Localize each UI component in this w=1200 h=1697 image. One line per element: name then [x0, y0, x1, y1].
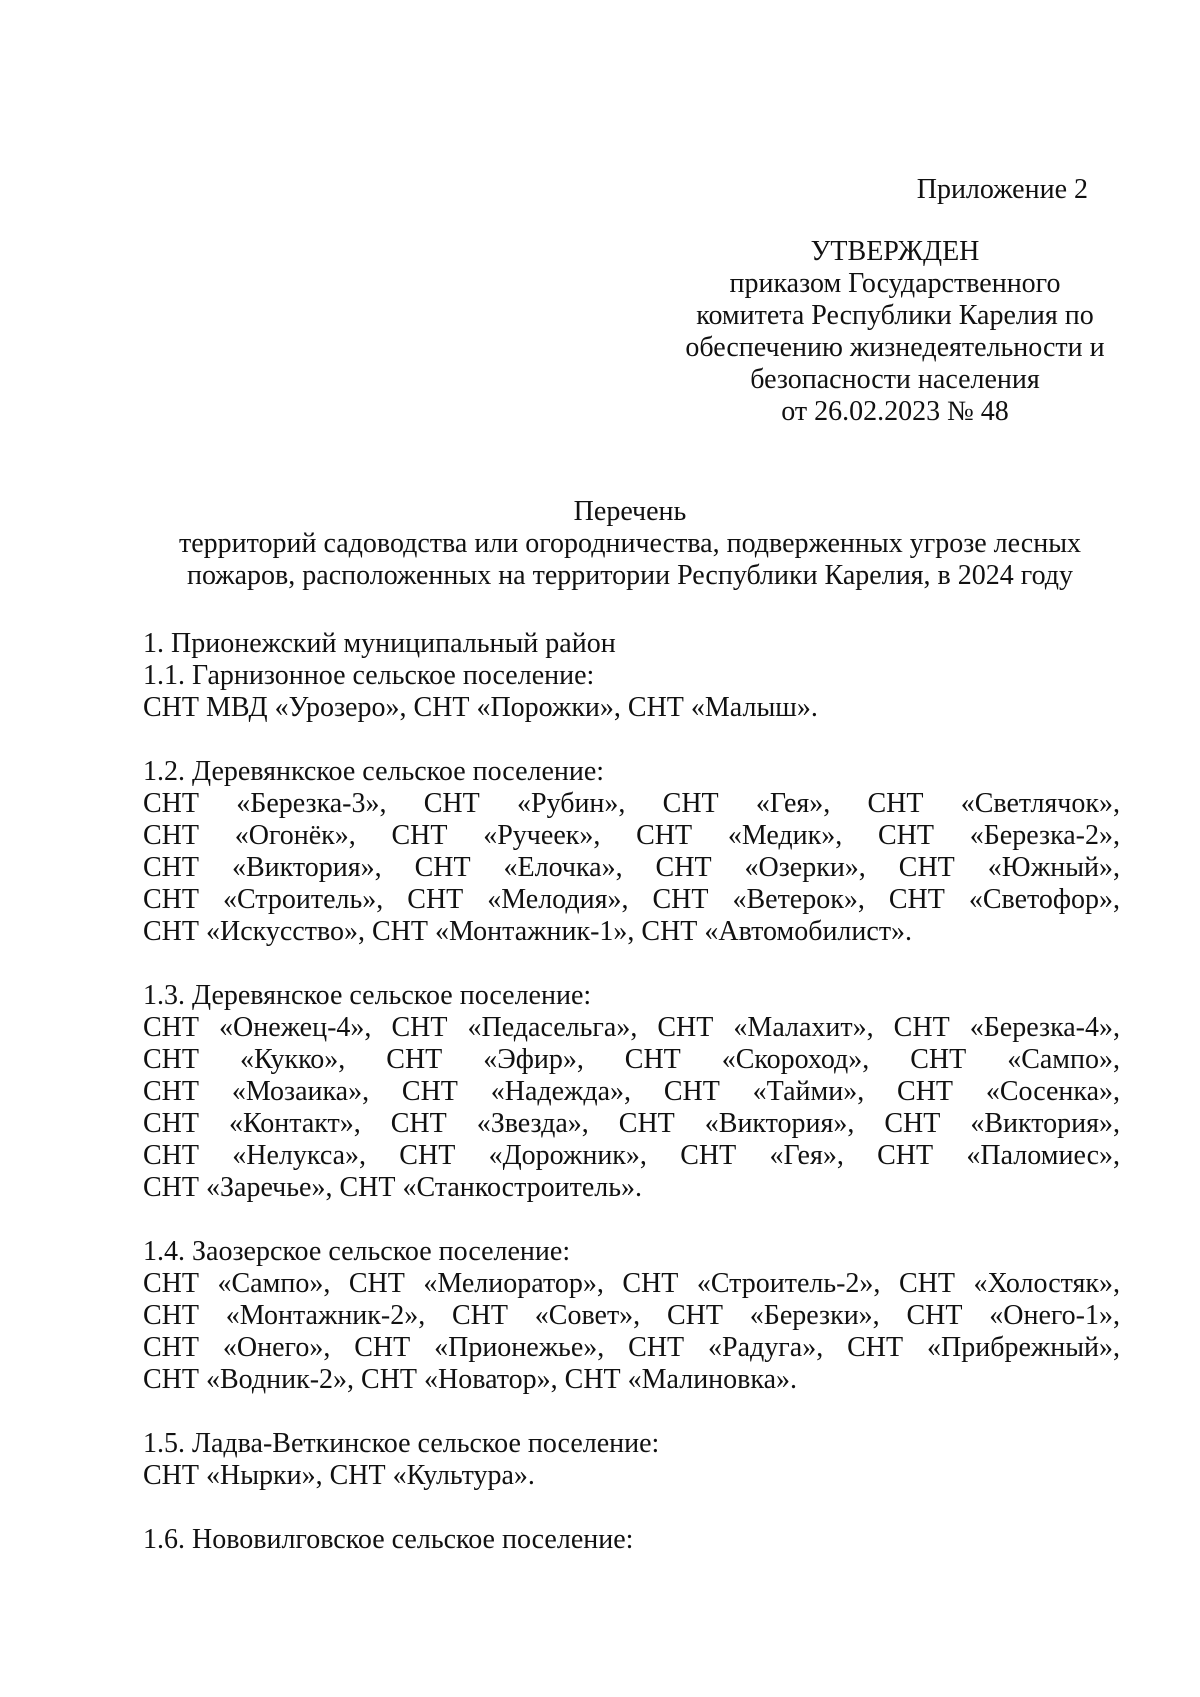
section-text-line: СНТ «Нырки», СНТ «Культура». — [143, 1460, 535, 1491]
section-heading: 1.3. Деревянское сельское поселение: — [143, 980, 592, 1011]
document-title-block — [140, 496, 1120, 592]
section-text-line: СНТ «Монтажник-2», СНТ «Совет», СНТ «Березки», СНТ «Онего-1», — [143, 1300, 1120, 1331]
approval-heading: УТВЕРЖДЕН — [810, 236, 980, 267]
section-text-line: СНТ «Строитель», СНТ «Мелодия», СНТ «Ветерок», СНТ «Светофор», — [143, 884, 1120, 915]
section-text-line: СНТ «Контакт», СНТ «Звезда», СНТ «Виктория», СНТ «Виктория», — [143, 1108, 1120, 1139]
section-text-line: СНТ «Березка-3», СНТ «Рубин», СНТ «Гея», СНТ «Светлячок», — [143, 788, 1120, 819]
approval-date-line: от 26.02.2023 № 48 — [781, 396, 1009, 427]
section-heading: 1.2. Деревянкское сельское поселение: — [143, 756, 605, 787]
document-subtitle-line: пожаров, расположенных на территории Республики Карелия, в 2024 году — [186, 560, 1074, 591]
section-text-line: СНТ «Кукко», СНТ «Эфир», СНТ «Скороход», СНТ «Сампо», — [143, 1044, 1120, 1075]
district-heading: 1. Прионежский муниципальный район — [143, 628, 616, 659]
section-text-line: СНТ «Водник-2», СНТ «Новатор», СНТ «Малиновка». — [143, 1364, 797, 1395]
document-body — [143, 628, 1120, 1556]
section-text-line: СНТ «Онежец-4», СНТ «Педасельга», СНТ «Малахит», СНТ «Березка-4», — [143, 1012, 1120, 1043]
approval-line: обеспечению жизнедеятельности и — [685, 332, 1105, 363]
section-heading: 1.6. Нововилговское сельское поселение: — [143, 1524, 634, 1555]
section-text-line: СНТ «Виктория», СНТ «Елочка», СНТ «Озерки», СНТ «Южный», — [143, 852, 1120, 883]
section-heading: 1.5. Ладва-Веткинское сельское поселение: — [143, 1428, 660, 1459]
section-heading: 1.1. Гарнизонное сельское поселение: — [143, 660, 595, 691]
section-text-line: СНТ «Онего», СНТ «Прионежье», СНТ «Радуга», СНТ «Прибрежный», — [143, 1332, 1120, 1363]
approval-block — [670, 236, 1120, 428]
section-text-line: СНТ «Мозаика», СНТ «Надежда», СНТ «Тайми», СНТ «Сосенка», — [143, 1076, 1120, 1107]
section-text-line: СНТ МВД «Урозеро», СНТ «Порожки», СНТ «Малыш». — [143, 692, 818, 723]
section-text-line: СНТ «Нелукса», СНТ «Дорожник», СНТ «Гея», СНТ «Паломиес», — [143, 1140, 1120, 1171]
section-text-line: СНТ «Искусство», СНТ «Монтажник-1», СНТ «Автомобилист». — [143, 916, 913, 947]
document-title: Перечень — [573, 496, 687, 527]
section-heading: 1.4. Заозерское сельское поселение: — [143, 1236, 571, 1267]
appendix-label: Приложение 2 — [916, 174, 1088, 205]
section-text-line: СНТ «Сампо», СНТ «Мелиоратор», СНТ «Строитель-2», СНТ «Холостяк», — [143, 1268, 1120, 1299]
section-text-line: СНТ «Огонёк», СНТ «Ручеек», СНТ «Медик», СНТ «Березка-2», — [143, 820, 1120, 851]
approval-line: безопасности населения — [750, 364, 1040, 395]
section-text-line: СНТ «Заречье», СНТ «Станкостроитель». — [143, 1172, 643, 1203]
approval-line: комитета Республики Карелия по — [696, 300, 1094, 331]
approval-line: приказом Государственного — [729, 268, 1061, 299]
document-subtitle-line: территорий садоводства или огородничества, подверженных угрозе лесных — [178, 528, 1081, 559]
